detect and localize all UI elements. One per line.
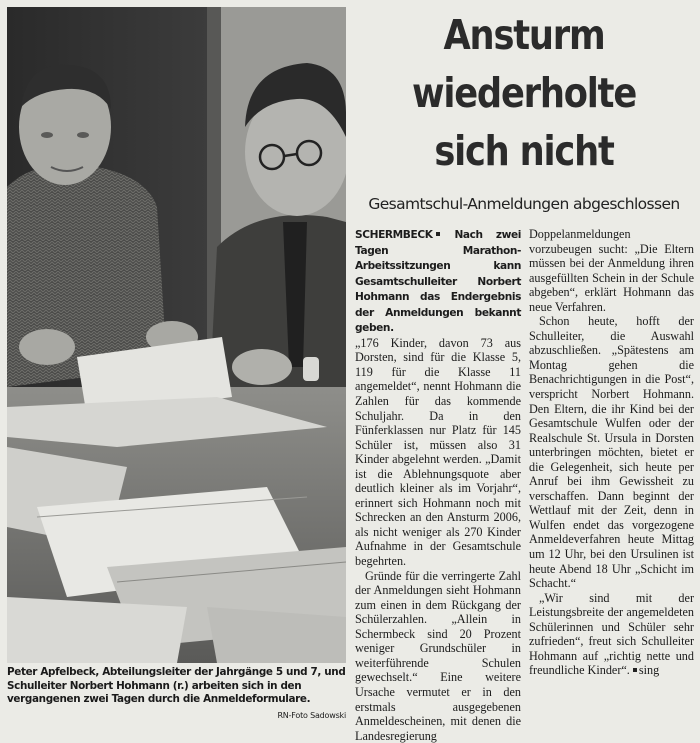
body-paragraph-last — [529, 591, 694, 678]
author-signature: sing — [638, 663, 660, 678]
dateline: SCHERMBECK — [355, 229, 433, 241]
lead-paragraph — [355, 227, 521, 336]
headline-line-3: sich nicht — [434, 127, 614, 175]
closing-text: „Wir sind mit der Leistungsbreite der angemeldeten Schülerinnen und Schüler sehr zufrieden“, freut sich Schulleiter Hohmann auf „richtig nette und freundliche Kinder“. — [529, 590, 694, 678]
headline — [352, 6, 696, 180]
body-paragraph: Doppelanmeldungen vorzubeugen sucht: „Die Eltern müssen bei der Anmeldung ihren ausgefüllten Schein in der Schule abgeben“, erklärt Hohmann das neue Verfahren. — [529, 227, 694, 314]
subheadline: Gesamtschul-Anmeldungen abgeschlossen — [368, 195, 680, 213]
headline-line-2: wiederholte — [411, 69, 637, 117]
article-column-2 — [529, 227, 694, 678]
photo-illustration — [7, 7, 346, 663]
body-paragraph: Schon heute, hofft der Schulleiter, die Auswahl abzuschließen. „Spätestens am Montag gehen die Benachrichtigungen in die Post“, verspricht Norbert Hohmann. Den Eltern, die ihr Kind bei der Gesamtschule Wulfen oder der Realschule St. Ursula in Dorsten unterbringen möchten, bietet er die Gelegenheit, sich heute per Anruf bei ihm Gewissheit zu verschaffen. Dann beginnt der Wettlauf mit der Zeit, denn in Wulfen endet das vorgezogene Anmeldeverfahren heute Mittag um 12 Uhr, bei den Ursulinen ist heute Abend 18 Uhr „Schicht im Schacht.“ — [529, 314, 694, 591]
article-photo — [7, 7, 346, 663]
headline-line-1: Ansturm — [443, 11, 605, 59]
signature-separator — [633, 668, 637, 672]
lead-text: Nach zwei Tagen Marathon-Arbeitssitzungen kann Gesamtschulleiter Norbert Hohmann das Endergebnis der Anmeldungen bekannt geben. — [355, 229, 521, 335]
article-column-1 — [355, 227, 521, 743]
dateline-separator — [436, 232, 440, 236]
caption-text: Peter Apfelbeck, Abteilungsleiter der Jahrgänge 5 und 7, und Schulleiter Norbert Hohmann (r.) arbeiten sich in den vergangenen zwei Tagen durch die Anmeldeformulare. — [7, 666, 346, 706]
body-paragraph: Gründe für die verringerte Zahl der Anmeldungen sieht Hohmann zum einen in dem Rückgang der Schülerzahlen. „Allein in Schermbeck sind 20 Prozent weniger Grundschüler in weiterführende Schulen gewechselt.“ Eine weitere Ursache vermutet er in den erstmals ausgegebenen Anmeldescheinen, mit denen die Landesregierung — [355, 568, 521, 743]
photo-credit: RN-Foto Sadowski — [277, 710, 346, 720]
body-paragraph: „176 Kinder, davon 73 aus Dorsten, sind für die Klasse 5, 119 für die Klasse 11 angemeldet“, nennt Hohmann die Zahlen für das kommende Schuljahr. Da in den Fünferklassen nur Platz für 145 Schüler ist, müssen also 31 Kinder abgelehnt werden. „Damit ist die Ablehnungsquote aber deutlich kleiner als im Vorjahr“, erinnert sich Hohmann noch mit Schrecken an den Ansturm 2006, als nicht weniger als 270 Kinder Aufnahme in der Gesamtschule begehrten. — [355, 335, 521, 569]
